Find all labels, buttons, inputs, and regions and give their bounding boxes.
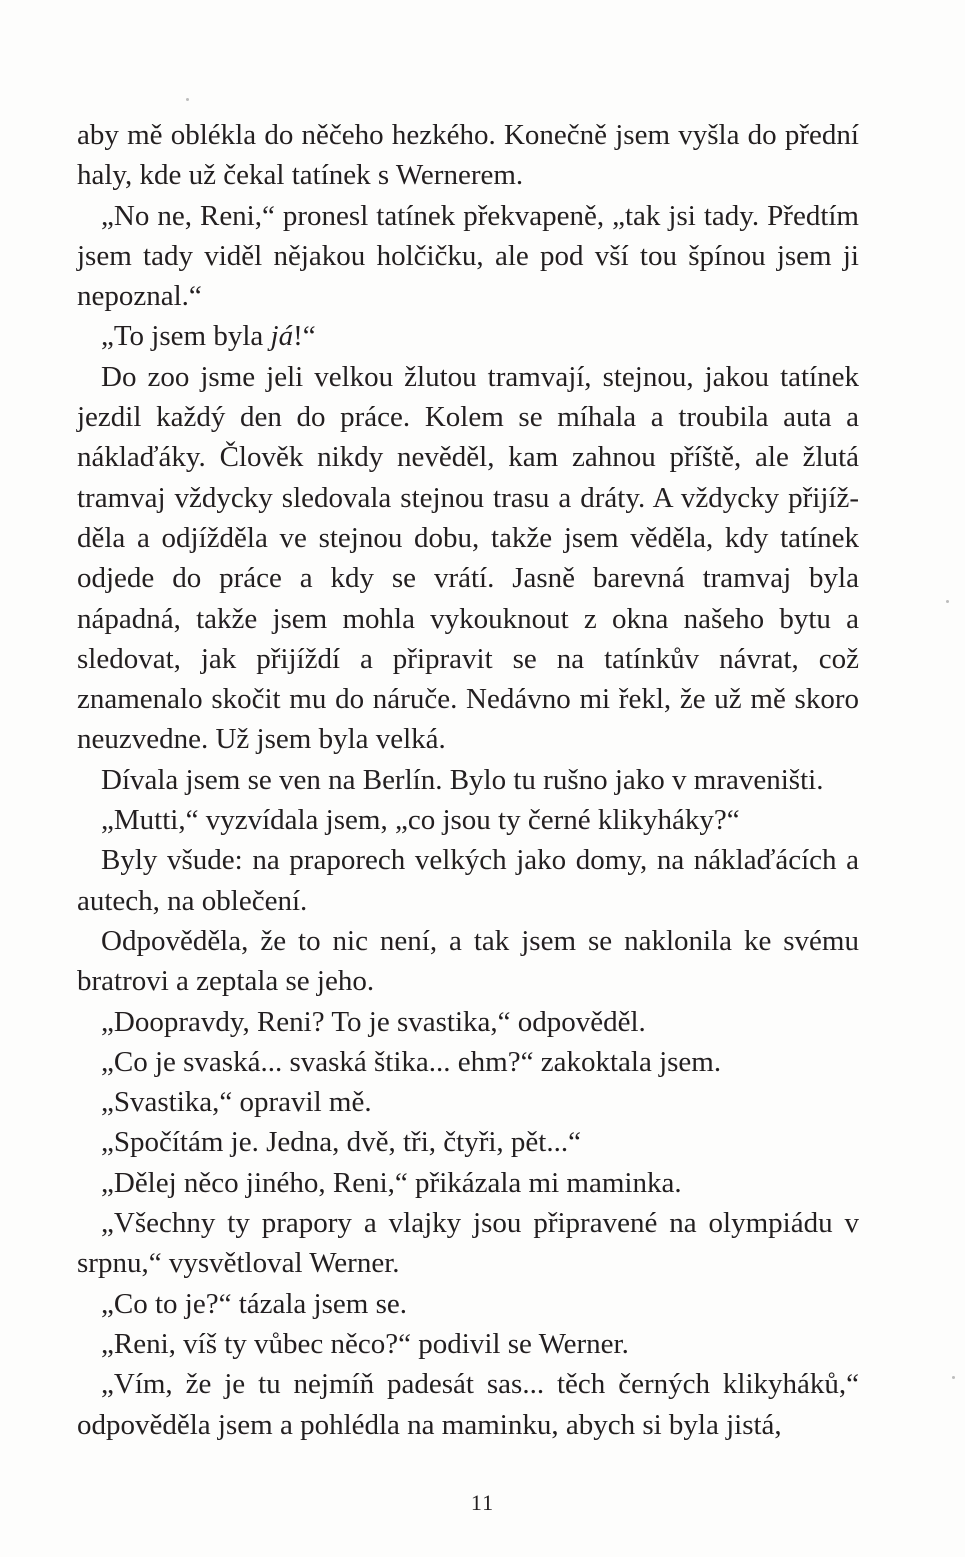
paragraph-text: „Všechny ty prapory a vlajky jsou připravené na olympiádu v srpnu,“ vysvětloval Werner. [77, 1207, 859, 1280]
paragraph-text: Byly všude: na praporech velkých jako domy, na náklaďácích a autech, na oblečení. [77, 844, 859, 917]
paragraph [77, 316, 859, 356]
paragraph [77, 760, 859, 800]
paragraph-text: „Svastika,“ opravil mě. [101, 1086, 372, 1119]
paragraph-text: „Doopravdy, Reni? To je svastika,“ odpověděl. [101, 1005, 646, 1038]
paragraph-text: !“ [293, 320, 316, 353]
paragraph [77, 1042, 859, 1082]
body-text [77, 115, 859, 1445]
paragraph [77, 1324, 859, 1364]
paragraph [77, 1002, 859, 1042]
paragraph-text: „Reni, víš ty vůbec něco?“ podivil se Werner. [101, 1327, 629, 1360]
paragraph [77, 1203, 859, 1284]
paragraph [77, 115, 859, 196]
paragraph [77, 1284, 859, 1324]
paper-speck [186, 98, 189, 101]
paragraph [77, 840, 859, 921]
paragraph-text: „Co je svaská... svaská štika... ehm?“ zakoktala jsem. [101, 1045, 722, 1078]
paragraph-text: Do zoo jsme jeli velkou žlutou tramvají, stejnou, jakou tatínek jezdil každý den do práce. Kolem se míhala a troubila auta a náklaďáky. Člověk nikdy nevěděl, kam zahnou příště, ale žlutá tramvaj vždycky sledovala stejnou trasu a dráty. A vždycky přijížděla a odjížděla ve stejnou dobu, takže jsem věděla, kdy tatínek odjede do práce a kdy se vrátí. Jasně barevná tramvaj byla nápadná, takže jsem mohla vykouknout z okna našeho bytu a sledovat, jak přijíždí a připravit se na tatínkův návrat, což znamenalo skočit mu do náruče. Nedávno mi řekl, že už mě skoro neuzvedne. Už jsem byla velká. [77, 360, 859, 756]
paragraph-text: „Mutti,“ vyzvídala jsem, „co jsou ty černé klikyháky?“ [101, 804, 740, 837]
page-number: 11 [470, 1490, 495, 1515]
paragraph [77, 357, 859, 760]
paragraph-text: „To jsem byla [101, 320, 271, 353]
paragraph-text: Odpověděla, že to nic není, a tak jsem se naklonila ke svému bratrovi a zeptala se jeho. [77, 924, 859, 998]
paragraph-text: „Vím, že je tu nejmíň padesát sas... těch černých klikyháků,“ odpověděla jsem a pohlédla na maminku, abych si byla jistá, [77, 1368, 859, 1441]
paragraph [77, 1082, 859, 1122]
paragraph [77, 921, 859, 1002]
paragraph-text: „Co to je?“ tázala jsem se. [101, 1287, 407, 1320]
paragraph [77, 1364, 859, 1445]
paragraph [77, 1122, 859, 1162]
paper-speck [952, 1376, 955, 1379]
paragraph-text: aby mě oblékla do něčeho hezkého. Konečně jsem vyšla do přední haly, kde už čekal tatínek s Wernerem. [77, 119, 859, 192]
paper-speck [946, 600, 949, 603]
paragraph-text: „Dělej něco jiného, Reni,“ přikázala mi maminka. [101, 1166, 682, 1199]
paragraph [77, 800, 859, 840]
paragraph-text: „Spočítám je. Jedna, dvě, tři, čtyři, pět...“ [101, 1126, 581, 1159]
emphasis-text: já [270, 320, 294, 353]
paragraph-text: Dívala jsem se ven na Berlín. Bylo tu rušno jako v mraveništi. [101, 763, 824, 796]
paragraph-text: „No ne, Reni,“ pronesl tatínek překvapeně, „tak jsi tady. Předtím jsem tady viděl nějakou holčičku, ale pod vší tou špínou jsem ji nepoznal.“ [77, 199, 859, 313]
paragraph [77, 1163, 859, 1203]
paragraph [77, 196, 859, 317]
